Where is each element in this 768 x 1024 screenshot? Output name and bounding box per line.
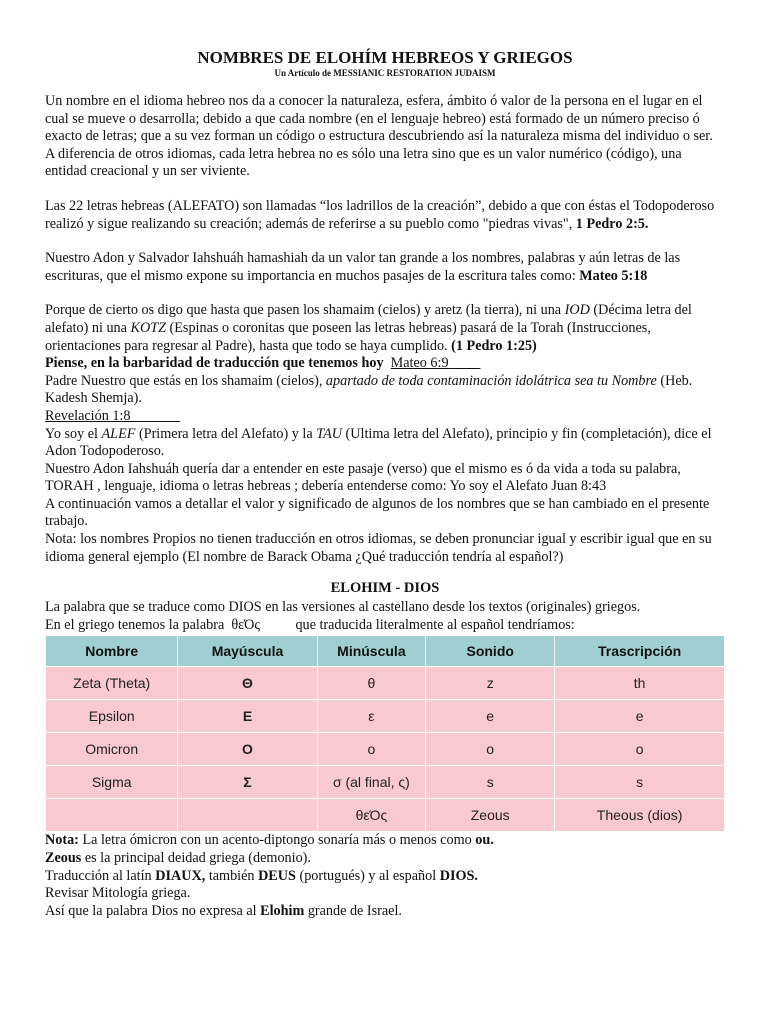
griego-text-a: En el griego tenemos la palabra: [45, 616, 225, 633]
note-zeous: [45, 850, 725, 868]
cell-nombre: Omicron: [46, 733, 178, 766]
cell-trascripcion: Theous (dios): [555, 799, 725, 832]
section-title-elohim: ELOHIM - DIOS: [330, 580, 440, 597]
griego-text-b: que traducida literalmente al español tendríamos:: [295, 616, 575, 633]
cell-minuscula: σ (al final, ς): [317, 766, 426, 799]
table-row: [46, 733, 725, 766]
latin-text-b: también: [208, 867, 255, 884]
cell-mayuscula: Σ: [178, 766, 317, 799]
zeous-word: Zeous: [45, 850, 82, 867]
adon-reference: Mateo 5:18: [579, 267, 648, 284]
iod-text-a: Porque de cierto os digo que hasta que pasen los shamaim (cielos) y aretz (la tierra), ni una: [45, 302, 562, 319]
note-omicron: [45, 832, 725, 850]
cell-minuscula: ε: [317, 700, 426, 733]
paragraph-revelacion: [45, 408, 725, 426]
paragraph-barbaridad: [45, 355, 725, 373]
iod-word: IOD: [564, 302, 590, 319]
mateo-6-9-reference: Mateo 6:9: [390, 355, 449, 372]
paragraph-iod: [45, 302, 725, 355]
elohim-word: Elohim: [260, 902, 305, 919]
paragraph-continuacion: A continuación vamos a detallar el valor y significado de algunos de los nombres que se han cambiado en el presente trabajo.: [45, 495, 710, 530]
cell-minuscula: θ: [317, 667, 426, 700]
alefato-reference: 1 Pedro 2:5.: [575, 215, 649, 232]
paragraph-adon: [45, 250, 725, 285]
cell-sonido: Zeous: [426, 799, 555, 832]
table-header-row: [46, 636, 725, 667]
dios-word: DIOS.: [439, 867, 478, 884]
cell-sonido: e: [426, 700, 555, 733]
document-page: [45, 48, 725, 920]
tau-word: TAU: [316, 425, 342, 442]
alef-text-c: (Ultima letra del Alefato), principio y fin (completación), dice el Adon Todopoderoso.: [45, 425, 712, 460]
latin-text-a: Traducción al latín: [45, 867, 152, 884]
alef-word: ALEF: [101, 425, 136, 442]
paragraph-griego: [45, 617, 725, 635]
header-sonido: Sonido: [426, 636, 555, 667]
iod-text-b: (Décima letra del alefato) ni una: [45, 302, 692, 336]
paragraph-nota-nombres: Nota: los nombres Propios no tienen traducción en otros idiomas, se deben pronunciar igual y escribir igual que en su idioma general ejemplo (El nombre de Barack Obama ¿Qué traducción tendría al español?): [45, 531, 712, 565]
header-minuscula: Minúscula: [317, 636, 426, 667]
page-title: NOMBRES DE ELOHÍM HEBREOS Y GRIEGOS: [197, 48, 573, 67]
cell-nombre: Epsilon: [46, 700, 178, 733]
note-label: Nota:: [45, 832, 79, 849]
padre-italic: apartado de toda contaminación idolátrica sea tu Nombre: [325, 372, 657, 389]
elohim-text-b: grande de Israel.: [307, 902, 402, 919]
table-row: [46, 766, 725, 799]
cell-nombre: [46, 799, 178, 832]
page-subtitle: Un Artículo de MESSIANIC RESTORATION JUDAISM: [274, 68, 496, 78]
cell-trascripcion: th: [555, 667, 725, 700]
paragraph-alefato: [45, 198, 725, 233]
kotz-word: KOTZ: [130, 319, 166, 336]
greek-word: θεΌς: [231, 616, 260, 633]
cell-trascripcion: e: [555, 700, 725, 733]
header-mayuscula: Mayúscula: [178, 636, 317, 667]
table-row: [46, 667, 725, 700]
note-elohim: [45, 903, 725, 921]
cell-mayuscula: Θ: [178, 667, 317, 700]
cell-mayuscula: [178, 799, 317, 832]
greek-letters-table: [45, 635, 725, 832]
zeous-text: es la principal deidad griega (demonio).: [84, 850, 311, 867]
paragraph-alef-tau: [45, 426, 725, 461]
notes-section: [45, 832, 725, 920]
table-row: [46, 700, 725, 733]
alef-text-a: Yo soy el: [45, 425, 98, 442]
padre-text-a: Padre Nuestro que estás en los shamaim (cielos),: [45, 372, 323, 389]
cell-sonido: z: [426, 667, 555, 700]
paragraph-dios-traduccion: La palabra que se traduce como DIOS en las versiones al castellano desde los textos (originales) griegos.: [45, 599, 641, 616]
cell-sonido: s: [426, 766, 555, 799]
alef-text-b: (Primera letra del Alefato) y la: [138, 425, 313, 442]
diaux-word: DIAUX,: [155, 867, 206, 884]
cell-minuscula: θεΌς: [317, 799, 426, 832]
iod-text-c: (Espinas o coronitas que poseen las letras hebreas) pasará de la Torah (Instrucciones, orientaciones para regresar al Padre), hasta que todo se haya cumplido.: [45, 319, 651, 354]
cell-mayuscula: Ο: [178, 733, 317, 766]
note-omicron-text: La letra ómicron con un acento-diptongo sonaría más o menos como: [82, 832, 472, 849]
elohim-text-a: Así que la palabra Dios no expresa al: [45, 902, 257, 919]
header-trascripcion: Trascripción: [555, 636, 725, 667]
adon-text: Nuestro Adon y Salvador Iahshuáh hamashiah da un valor tan grande a los nombres, palabras y aún letras de las escrituras, que el mismo expone su importancia en muchos pasajes de la escritura tales como:: [45, 250, 681, 284]
table-row: [46, 799, 725, 832]
padre-text-b: (Heb. Kadesh Shemja).: [45, 372, 693, 407]
cell-trascripcion: s: [555, 766, 725, 799]
cell-nombre: Sigma: [46, 766, 178, 799]
iod-reference: (1 Pedro 1:25): [451, 337, 537, 354]
note-ou: ou.: [475, 832, 494, 849]
header-nombre: Nombre: [46, 636, 178, 667]
paragraph-intro: Un nombre en el idioma hebreo nos da a conocer la naturaleza, esfera, ámbito ó valor de la persona en el lugar en el cual se mueve o desarrolla; debido a que cada nombre (en el lenguaje hebreo) está formado de un número preciso ó exacto de letras; que a su vez forman un código o estructura descubriendo así la naturaleza misma del individuo o ser.: [45, 93, 713, 145]
note-latin: [45, 868, 725, 886]
latin-text-c: (portugués) y al español: [299, 867, 437, 884]
paragraph-padre-nuestro: [45, 373, 725, 408]
cell-nombre: Zeta (Theta): [46, 667, 178, 700]
cell-sonido: o: [426, 733, 555, 766]
alefato-text: Las 22 letras hebreas (ALEFATO) son llamadas “los ladrillos de la creación”, debido a que con éstas el Todopoderoso realizó y sigue realizando su creación; además de referirse a su pueblo como "piedras vivas",: [45, 197, 715, 232]
paragraph-torah: Nuestro Adon Iahshuáh quería dar a entender en este pasaje (verso) que el mismo es ó da vida a toda su palabra, TORAH , lenguaje, idioma o letras hebreas ; debería entenderse como: Yo soy el Alefato Juan 8:43: [45, 460, 681, 495]
cell-trascripcion: o: [555, 733, 725, 766]
cell-minuscula: ο: [317, 733, 426, 766]
note-mitologia: Revisar Mitología griega.: [45, 885, 191, 902]
revelacion-reference: Revelación 1:8: [45, 407, 131, 424]
barbaridad-text: Piense, en la barbaridad de traducción que tenemos hoy: [45, 355, 384, 372]
cell-mayuscula: Ε: [178, 700, 317, 733]
paragraph-difference: A diferencia de otros idiomas, cada letra hebrea no es sólo una letra sino que es un valor numérico (código), una entidad creacional y un ser viviente.: [45, 145, 682, 180]
deus-word: DEUS: [258, 867, 296, 884]
